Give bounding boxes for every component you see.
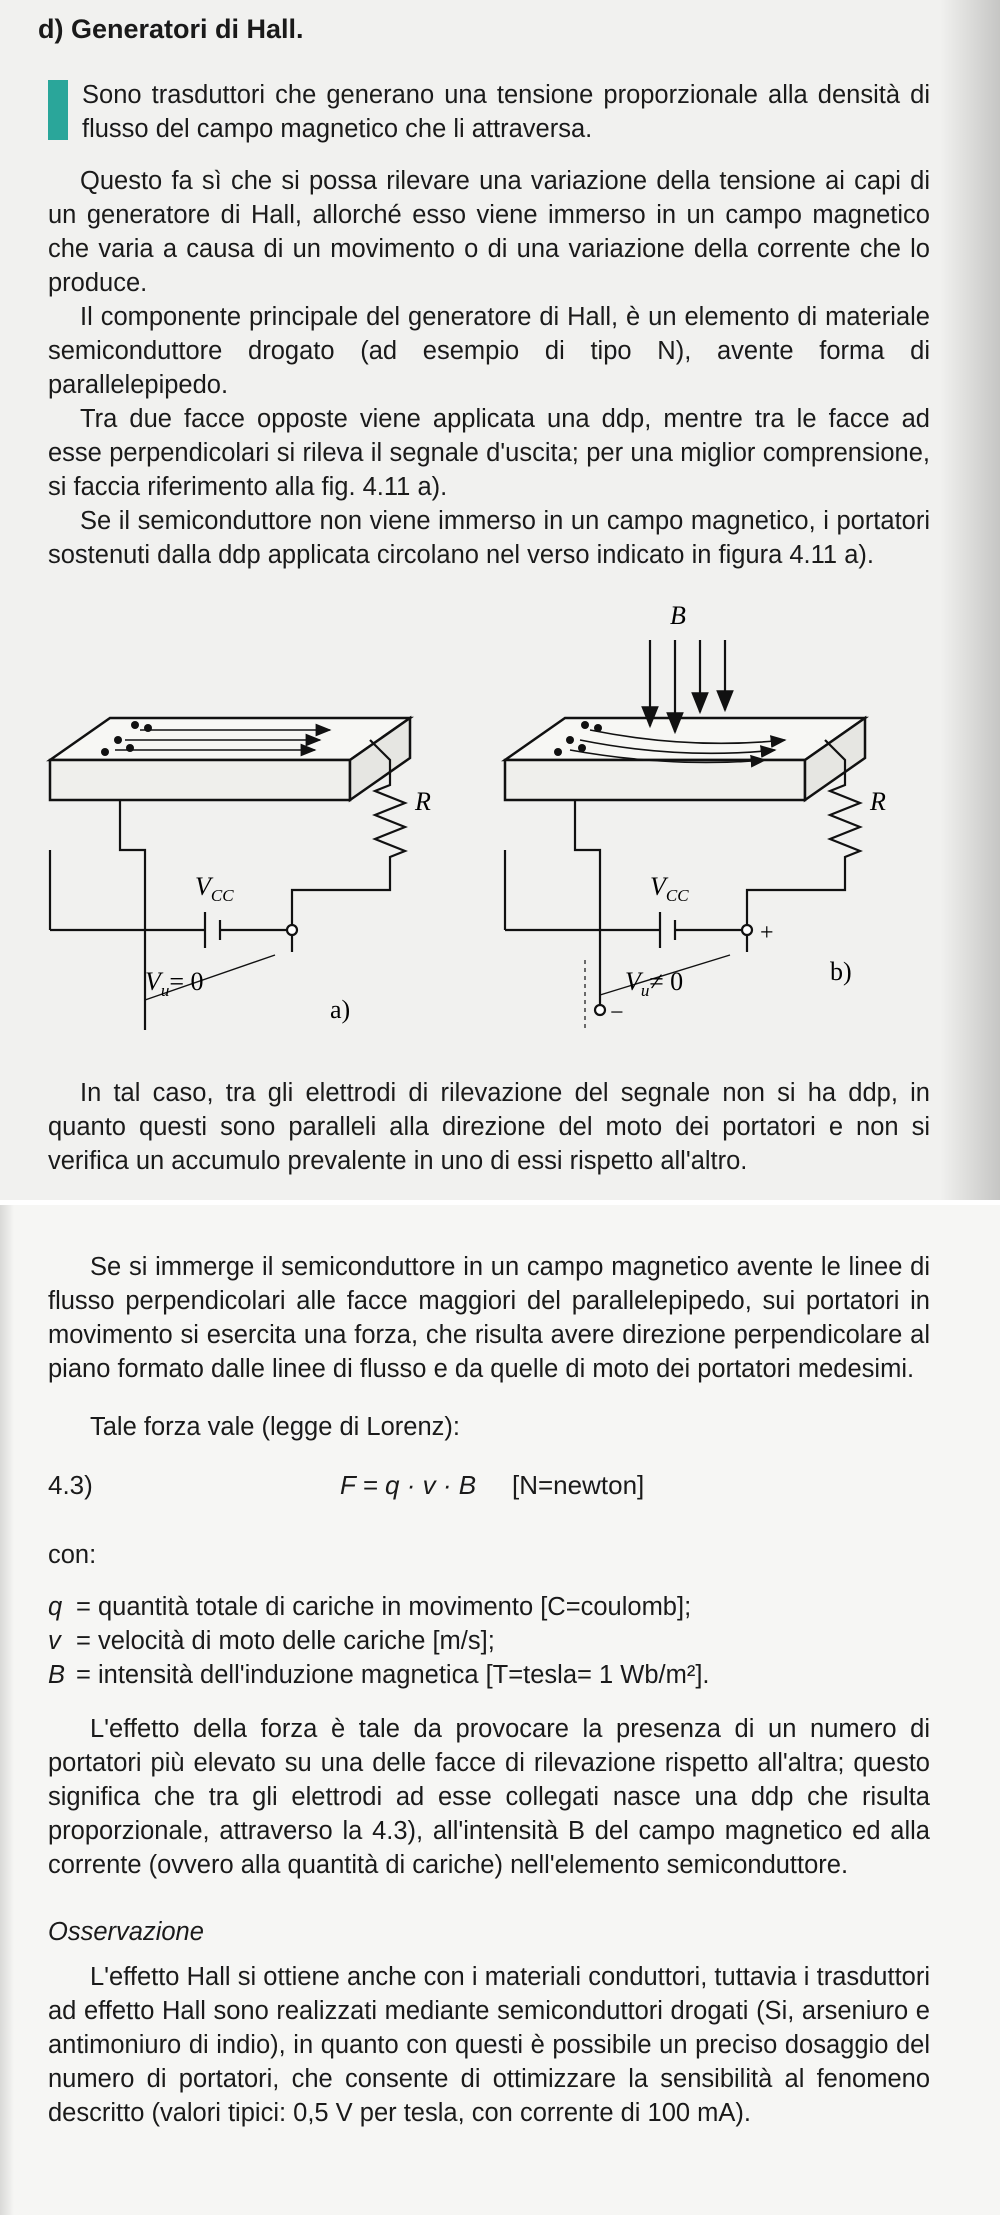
paragraph-2: Il componente principale del generatore di Hall, è un elemento di materiale semiconduttore drogato (ad esempio di tipo N), avente forma di parallelepipedo. bbox=[48, 303, 930, 399]
intro-paragraph: Sono trasduttori che generano una tensione proporzionale alla densità di flusso del campo magnetico che li attraversa. bbox=[82, 81, 930, 143]
equation-unit: [N=newton] bbox=[512, 1470, 645, 1500]
figure-label-b: b) bbox=[830, 957, 852, 986]
figure-b bbox=[505, 718, 865, 800]
resistor-label-b: R bbox=[870, 787, 886, 816]
vcc-label-b: $V_{CC}$ bbox=[650, 872, 689, 905]
observation-heading: Osservazione bbox=[48, 1918, 204, 1946]
b-field-label: B bbox=[670, 601, 686, 630]
figure-label-a: a) bbox=[330, 995, 351, 1024]
equation-number: 4.3) bbox=[48, 1470, 93, 1500]
plus-terminal-label: + bbox=[760, 920, 774, 946]
lorentz-equation: F = q · v · B bbox=[340, 1470, 477, 1500]
paragraph-9: L'effetto Hall si ottiene anche con i materiali conduttori, tuttavia i trasduttori ad effetto Hall sono realizzati mediante semiconduttori drogati (Si, arseniuro e antimoniuro di indio), in quanto con questi è possibile un preciso dosaggio del numero di portatori, che consente di ottimizzare la sensibilità al fenomeno descritto (valori tipici: 0,5 V per tesla, con corrente di 100 mA). bbox=[48, 1963, 930, 2127]
paragraph-7: Tale forza vale (legge di Lorenz): bbox=[90, 1413, 460, 1441]
paragraph-5: In tal caso, tra gli elettrodi di rilevazione del segnale non si ha ddp, in quanto questi sono paralleli alla direzione del moto dei portatori e non si verifica un accumulo prevalente in uno di essi rispetto all'altro. bbox=[48, 1079, 930, 1175]
minus-terminal-label: − bbox=[610, 1000, 624, 1026]
resistor-label-a: R bbox=[415, 787, 431, 816]
paragraph-4: Se il semiconduttore non viene immerso in un campo magnetico, i portatori sostenuti dalla ddp applicata circolano nel verso indicato in figura 4.11 a). bbox=[48, 507, 930, 569]
hall-effect-figure bbox=[30, 600, 965, 1040]
vu-label-b: $V_u\ne 0$ bbox=[625, 967, 684, 1000]
paragraph-1: Questo fa sì che si possa rilevare una variazione della tensione ai capi di un generatore di Hall, allorché esso viene immerso in un campo magnetico che varia a causa di un movimento o di una variazione della corrente che lo produce. bbox=[48, 167, 930, 297]
accent-bar bbox=[48, 80, 68, 140]
paragraph-6: Se si immerge il semiconduttore in un campo magnetico avente le linee di flusso perpendicolari alle facce maggiori del parallelepipedo, sui portatori in movimento si esercita una forza, che risulta avere direzione perpendicolare al piano formato dalle linee di flusso e da quelle di moto dei portatori medesimi. bbox=[48, 1253, 930, 1383]
paragraph-8: L'effetto della forza è tale da provocare la presenza di un numero di portatori più elevato su una delle facce di rilevazione rispetto all'altra; questo significa che tra gli elettrodi ad esse collegati nasce una ddp che risulta proporzionale, attraverso la 4.3), all'intensità B del campo magnetico ed alla corrente (ovvero alla quantità di cariche) nell'elemento semiconduttore. bbox=[48, 1715, 930, 1879]
section-title: d) Generatori di Hall. bbox=[38, 14, 304, 44]
vcc-label-a: $V_{CC}$ bbox=[195, 872, 234, 905]
paragraph-3: Tra due facce opposte viene applicata una ddp, mentre tra le facce ad esse perpendicolari si rileva il segnale d'uscita; per una miglior comprensione, si faccia riferimento alla fig. 4.11 a). bbox=[48, 405, 930, 501]
definition-v: v = velocità di moto delle cariche [m/s]; bbox=[48, 1627, 495, 1655]
definition-b: B = intensità dell'induzione magnetica [T=tesla= 1 Wb/m²]. bbox=[48, 1661, 710, 1689]
con-label: con: bbox=[48, 1541, 97, 1569]
definition-q: q = quantità totale di cariche in movimento [C=coulomb]; bbox=[48, 1593, 692, 1621]
vu-label-a: $V_u= 0$ bbox=[145, 967, 204, 1000]
